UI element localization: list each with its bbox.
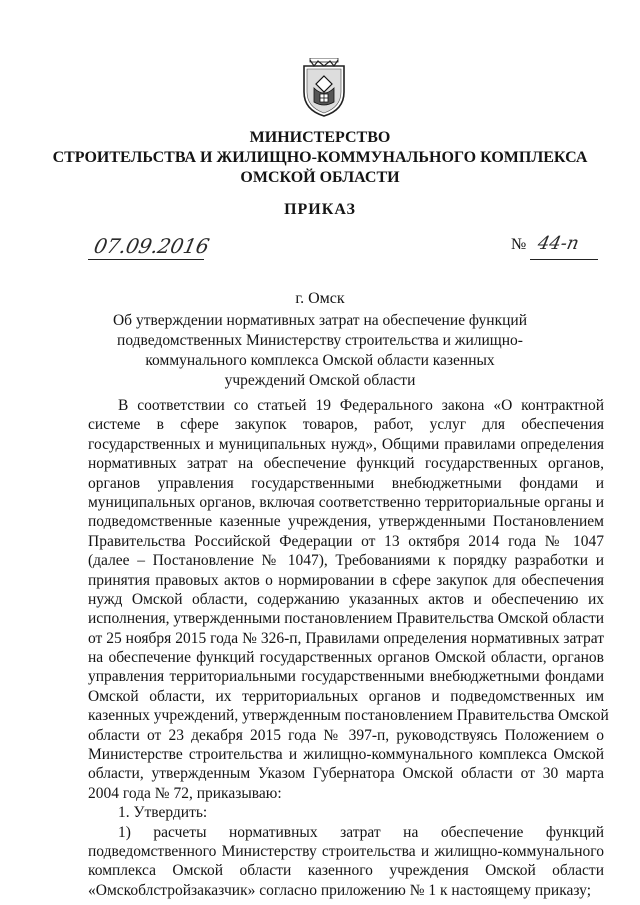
body-line: на обеспечение функций государственных органов Омской области, органов	[88, 649, 604, 667]
body-line: управления территориальными государственными внебюджетными фондами	[88, 668, 604, 686]
body-line: органов управления государственными внебюджетными фондами и	[88, 474, 604, 492]
date-underline	[88, 259, 204, 260]
body-line: подведомственные казенные учреждения, утвержденными Постановлением	[88, 513, 604, 531]
body-line: системе в сфере закупок товаров, работ, услуг для обеспечения	[88, 416, 604, 434]
body-line: нужд Омской области, содержанию указанных актов и обеспечению их	[88, 590, 604, 608]
body-line: В соответствии со статьей 19 Федерального закона «О контрактной	[118, 397, 604, 414]
body-line: области, утвержденным Указом Губернатора Омской области от 30 марта	[88, 765, 604, 783]
body-line: принятия правовых актов о нормировании в сфере закупок для обеспечения	[88, 571, 604, 589]
body-line: области от 23 декабря 2015 года № 397-п, руководствуясь Положением о	[88, 726, 604, 744]
number-sign: №	[511, 236, 527, 253]
body-line: Правительства Российской Федерации от 13 октября 2014 года № 1047	[88, 532, 604, 550]
body-line: 2004 года № 72, приказываю:	[88, 784, 282, 802]
body-line: «Омскоблстройзаказчик» согласно приложению № 1 к настоящему приказу;	[88, 881, 592, 899]
body-line: казенных учреждений, утвержденным постановлением Правительства Омской	[88, 707, 609, 725]
body-line: подведомственного Министерству строительства и жилищно-коммунального	[88, 842, 604, 860]
ministry-line: МИНИСТЕРСТВО	[249, 129, 391, 146]
doc-type-title: ПРИКАЗ	[284, 201, 356, 218]
omsk-coat-of-arms-icon	[298, 58, 350, 118]
body-line: муниципальных органов, включая соответственно территориальные органы и	[88, 493, 604, 511]
body-line: (далее – Постановление № 1047), Требованиями к порядку разработки и	[88, 552, 604, 570]
body-line: Омской области, их территориальных органов и подведомственных им	[88, 687, 604, 705]
body-line: исполнения, утвержденными постановлением Правительства Омской области	[88, 610, 605, 628]
order-body	[88, 396, 609, 900]
subject-line: учреждений Омской области	[224, 372, 416, 389]
ministry-line: СТРОИТЕЛЬСТВА И ЖИЛИЩНО-КОММУНАЛЬНОГО КОМПЛЕКСА	[52, 149, 588, 166]
city: г. Омск	[295, 290, 345, 307]
body-line: нормативных затрат на обеспечение функций государственных органов,	[88, 455, 604, 473]
body-line: от 25 ноября 2015 года № 326-п, Правилами определения нормативных затрат	[88, 629, 604, 647]
subject-line: коммунального комплекса Омской области казенных	[145, 352, 495, 369]
number-underline	[530, 259, 598, 260]
subject-line: подведомственных Министерству строительства и жилищно-	[117, 332, 523, 349]
order-date: 07.09.2016	[91, 234, 212, 258]
body-line: 1) расчеты нормативных затрат на обеспечение функций	[118, 823, 604, 841]
subject-line: Об утверждении нормативных затрат на обеспечение функций	[112, 312, 528, 329]
order-number: 44-п	[535, 233, 581, 254]
ministry-line: ОМСКОЙ ОБЛАСТИ	[240, 169, 400, 186]
order-subject	[110, 311, 530, 391]
body-line: комплекса Омской области казенного учреждения Омской области	[88, 862, 604, 880]
body-line: 1. Утвердить:	[118, 804, 208, 822]
body-line: государственных и муниципальных нужд», Общими правилами определения	[88, 435, 604, 453]
ministry-name	[40, 128, 600, 188]
body-line: Министерстве строительства и жилищно-коммунального комплекса Омской	[88, 746, 604, 764]
